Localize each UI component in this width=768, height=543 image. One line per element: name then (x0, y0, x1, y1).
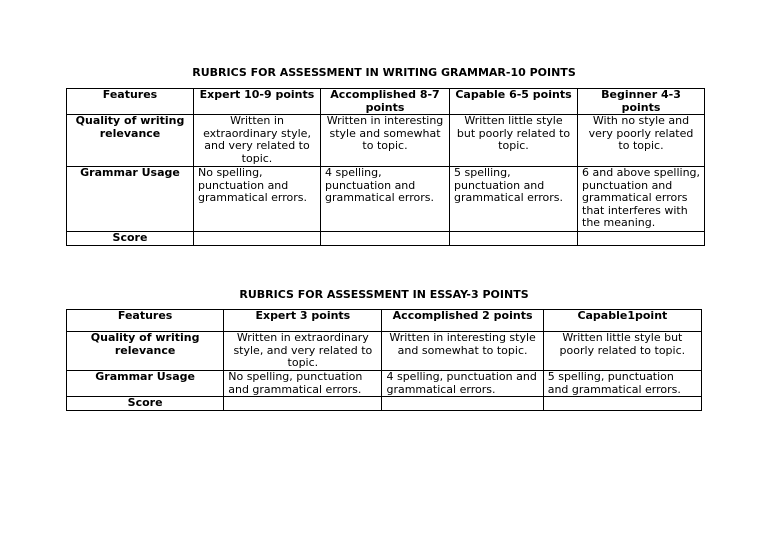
table-cell: 5 spelling, punctuation and grammatical errors. (450, 167, 578, 232)
table-header-row (67, 89, 705, 115)
table-row (67, 371, 702, 397)
table-header-row (67, 310, 702, 332)
table-cell (578, 232, 705, 246)
table-cell: Written in extraordinary style, and very related to topic. (224, 332, 382, 371)
header-capable: Capable1point (543, 310, 701, 332)
table-cell: Written little style but poorly related to topic. (450, 115, 578, 167)
table-cell: Written in extraordinary style, and very related to topic. (194, 115, 321, 167)
table-cell: With no style and very poorly related to topic. (578, 115, 705, 167)
table-row (67, 332, 702, 371)
rubric2-title: RUBRICS FOR ASSESSMENT IN ESSAY-3 POINTS (239, 288, 529, 301)
table-cell (321, 232, 450, 246)
table-row (67, 115, 705, 167)
table-cell: Written little style but poorly related to topic. (543, 332, 701, 371)
table-cell (382, 397, 543, 411)
table-cell: 4 spelling, punctuation and grammatical errors. (321, 167, 450, 232)
feature-label: Score (67, 397, 224, 411)
feature-label: Quality of writing relevance (67, 332, 224, 371)
rubric1-title: RUBRICS FOR ASSESSMENT IN WRITING GRAMMAR-10 POINTS (192, 66, 576, 79)
table-cell: No spelling, punctuation and grammatical errors. (224, 371, 382, 397)
header-accomplished: Accomplished 8-7 points (321, 89, 450, 115)
table-cell: Written in interesting style and somewhat to topic. (321, 115, 450, 167)
table-cell (450, 232, 578, 246)
table-row (67, 167, 705, 232)
table-cell: Written in interesting style and somewhat to topic. (382, 332, 543, 371)
header-expert: Expert 10-9 points (194, 89, 321, 115)
table-cell: 4 spelling, punctuation and grammatical errors. (382, 371, 543, 397)
rubric2-table (66, 309, 702, 411)
table-cell (224, 397, 382, 411)
table-row (67, 397, 702, 411)
header-features: Features (67, 89, 194, 115)
feature-label: Score (67, 232, 194, 246)
header-accomplished: Accomplished 2 points (382, 310, 543, 332)
feature-label: Grammar Usage (67, 371, 224, 397)
table-cell: 6 and above spelling, punctuation and grammatical errors that interferes with the meaning. (578, 167, 705, 232)
table-cell (543, 397, 701, 411)
table-cell (194, 232, 321, 246)
feature-label: Grammar Usage (67, 167, 194, 232)
header-expert: Expert 3 points (224, 310, 382, 332)
header-features: Features (67, 310, 224, 332)
table-row (67, 232, 705, 246)
feature-label: Quality of writing relevance (67, 115, 194, 167)
rubric1-table (66, 88, 705, 246)
header-capable: Capable 6-5 points (450, 89, 578, 115)
header-beginner: Beginner 4-3 points (578, 89, 705, 115)
table-cell: 5 spelling, punctuation and grammatical errors. (543, 371, 701, 397)
table-cell: No spelling, punctuation and grammatical errors. (194, 167, 321, 232)
